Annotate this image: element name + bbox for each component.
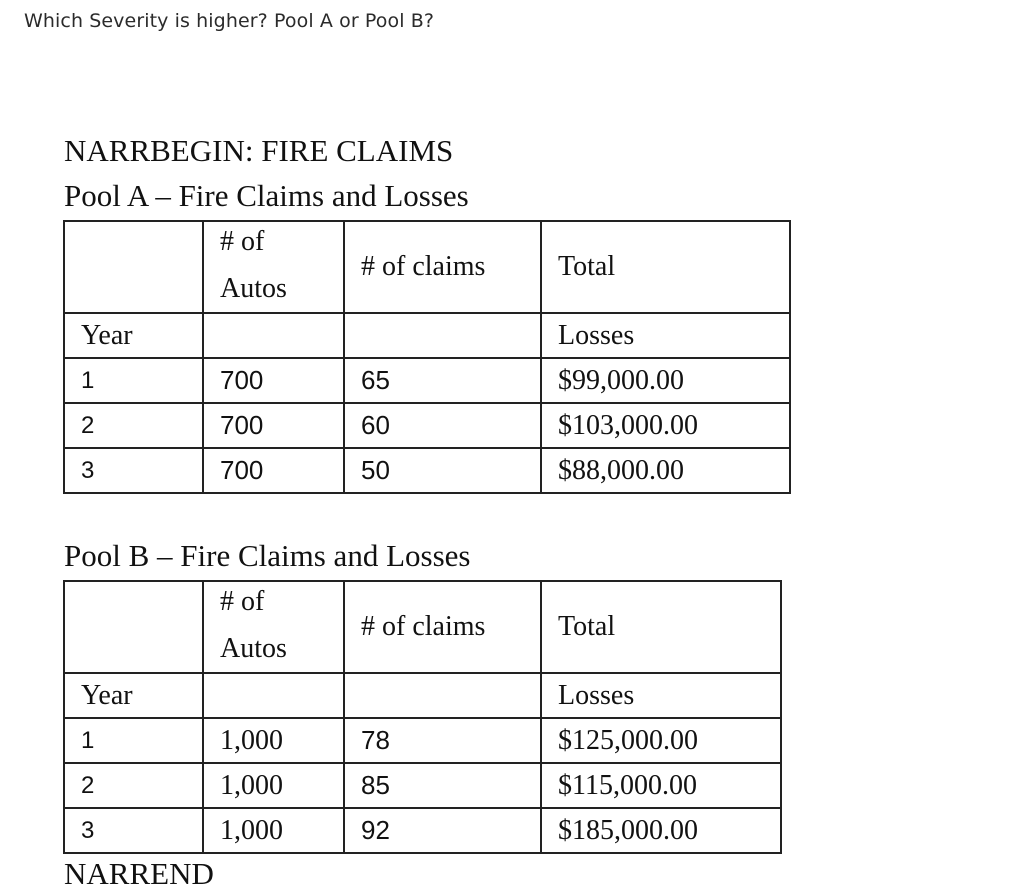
losses-cell: $88,000.00 [541,448,790,493]
table-row [64,403,790,448]
losses-header: Losses [541,673,781,718]
losses-cell: $99,000.00 [541,358,790,403]
autos-cell: 700 [203,403,344,448]
pool-a-table [63,220,791,494]
claims-cell: 60 [344,403,541,448]
claims-cell: 65 [344,358,541,403]
autos-cell: 700 [203,448,344,493]
autos-cell: 1,000 [203,808,344,853]
year-header: Year [64,313,203,358]
year-cell: 1 [64,358,203,403]
losses-cell: $103,000.00 [541,403,790,448]
table-row [64,763,781,808]
table-row [64,718,781,763]
autos-cell: 1,000 [203,763,344,808]
claims-cell: 85 [344,763,541,808]
claims-header: # of claims [344,221,541,313]
table-row [64,358,790,403]
losses-cell: $125,000.00 [541,718,781,763]
year-cell: 3 [64,448,203,493]
year-cell: 2 [64,403,203,448]
losses-cell: $115,000.00 [541,763,781,808]
claims-cell: 92 [344,808,541,853]
pool-b-title: Pool B – Fire Claims and Losses [64,538,471,573]
claims-cell: 50 [344,448,541,493]
table-row [64,808,781,853]
table-subheader-row [64,673,781,718]
autos-cell: 1,000 [203,718,344,763]
autos-cell: 700 [203,358,344,403]
year-cell: 1 [64,718,203,763]
year-header: Year [64,673,203,718]
year-cell: 3 [64,808,203,853]
question-text: Which Severity is higher? Pool A or Pool B? [24,10,435,32]
table-subheader-row [64,313,790,358]
narr-end-label: NARREND [64,856,214,891]
losses-cell: $185,000.00 [541,808,781,853]
claims-cell: 78 [344,718,541,763]
table-header-row [64,581,781,673]
table-header-row [64,221,790,313]
pool-b-table [63,580,782,854]
year-cell: 2 [64,763,203,808]
claims-header: # of claims [344,581,541,673]
autos-header: # of Autos [203,221,344,313]
losses-header: Losses [541,313,790,358]
narr-begin-label: NARRBEGIN: FIRE CLAIMS [64,133,454,168]
autos-header: # of Autos [203,581,344,673]
table-row [64,448,790,493]
pool-a-title: Pool A – Fire Claims and Losses [64,178,469,213]
total-header: Total [541,581,781,673]
total-header: Total [541,221,790,313]
